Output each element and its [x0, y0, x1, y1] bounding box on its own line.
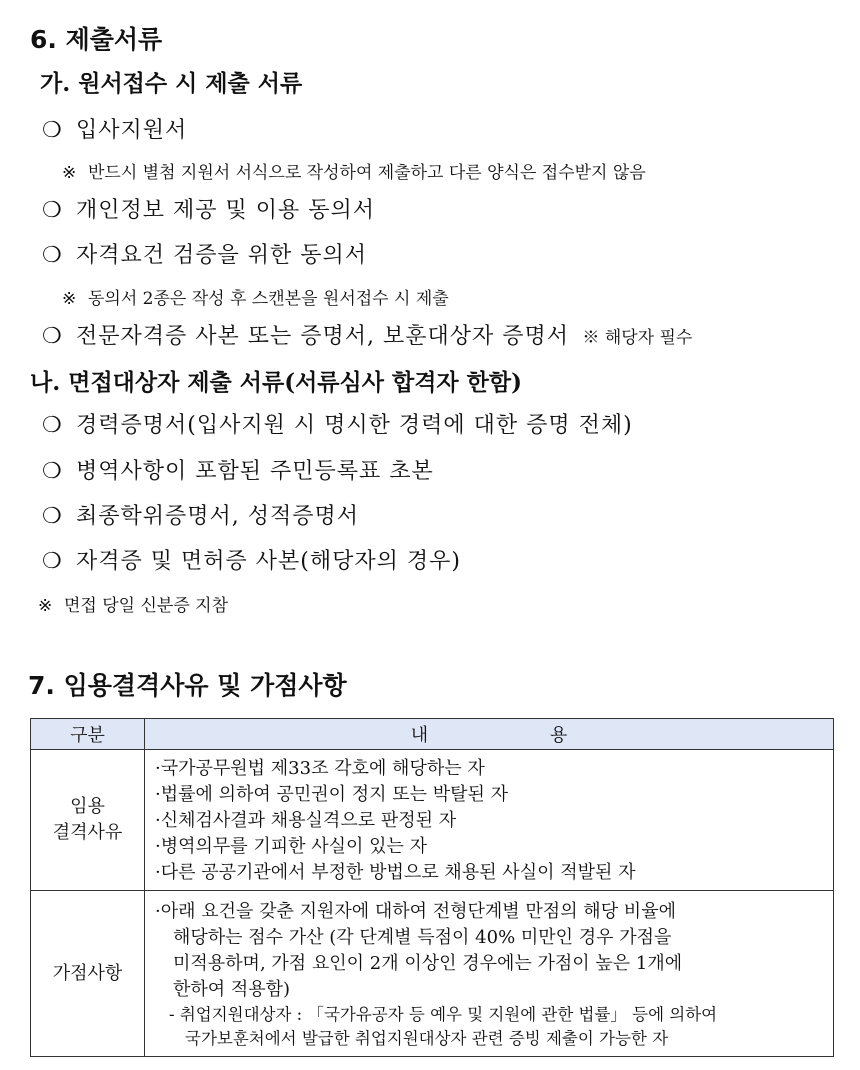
content-line: ·법률에 의하여 공민권이 정지 또는 박탈된 자 — [155, 784, 509, 805]
section-7-title: 7. 임용결격사유 및 가점사항 — [28, 671, 347, 700]
bullet-circle-icon: ❍ — [42, 118, 63, 143]
list-item — [42, 113, 187, 144]
bullet-circle-icon: ❍ — [42, 198, 63, 223]
header-category: 구분 — [31, 719, 145, 750]
table-row — [31, 891, 834, 1057]
reference-mark-icon: ※ — [582, 328, 600, 348]
note-text: 반드시 별첨 지원서 서식으로 작성하여 제출하고 다른 양식은 접수받지 않음 — [88, 163, 646, 183]
header-content: 내 용 — [145, 719, 834, 750]
list-item — [42, 238, 367, 269]
reference-mark-icon: ※ — [38, 596, 53, 616]
list-item — [42, 193, 375, 224]
subsection-b-title: 나. 면접대상자 제출 서류(서류심사 합격자 한함) — [30, 369, 522, 396]
bullet-circle-icon: ❍ — [42, 324, 63, 349]
table-header-row — [31, 719, 834, 750]
list-item — [42, 499, 359, 530]
item-text: 개인정보 제공 및 이용 동의서 — [76, 198, 375, 223]
bullet-circle-icon: ❍ — [42, 243, 63, 268]
content-cell — [145, 750, 834, 891]
note — [62, 284, 449, 309]
content-line: ·신체검사결과 채용실격으로 판정된 자 — [155, 810, 457, 831]
category-cell — [31, 750, 145, 891]
item-text: 자격증 및 면허증 사본(해당자의 경우) — [76, 549, 461, 574]
table-row — [31, 750, 834, 891]
section-6-title: 6. 제출서류 — [30, 25, 163, 54]
bullet-circle-icon: ❍ — [42, 504, 63, 529]
category-line: 임용 — [70, 796, 105, 817]
content-line: ·다른 공공기관에서 부정한 방법으로 채용된 사실이 적발된 자 — [155, 862, 636, 883]
note-text: 면접 당일 신분증 지참 — [64, 596, 229, 616]
note-text: 해당자 필수 — [604, 328, 693, 348]
content-line: 미적용하며, 가점 요인이 2개 이상인 경우에는 가점이 높은 1개에 — [173, 952, 683, 974]
item-text: 전문자격증 사본 또는 증명서, 보훈대상자 증명서 — [76, 324, 570, 349]
bullet-circle-icon: ❍ — [42, 413, 63, 438]
item-text: 입사지원서 — [76, 118, 188, 143]
item-text: 자격요건 검증을 위한 동의서 — [76, 243, 368, 268]
bullet-circle-icon: ❍ — [42, 549, 63, 574]
content-line: ·국가공무원법 제33조 각호에 해당하는 자 — [155, 758, 485, 779]
category-cell: 가점사항 — [31, 891, 145, 1057]
content-line: 한하여 적용함) — [173, 978, 291, 1000]
category-line: 결격사유 — [52, 822, 123, 843]
list-item — [42, 544, 461, 575]
list-item — [42, 454, 434, 485]
reference-mark-icon: ※ — [62, 163, 77, 183]
content-line: 해당하는 점수 가산 (각 단계별 득점이 40% 미만인 경우 가점을 — [173, 926, 672, 948]
content-line: ·병역의무를 기피한 사실이 있는 자 — [155, 836, 428, 857]
inline-note — [577, 328, 692, 348]
item-text: 경력증명서(입사지원 시 명시한 경력에 대한 증명 전체) — [76, 413, 633, 438]
list-item — [42, 408, 633, 439]
note — [38, 591, 228, 616]
content-subline: 국가보훈처에서 발급한 취업지원대상자 관련 증빙 제출이 가능한 자 — [185, 1028, 669, 1048]
disqualification-table — [30, 718, 834, 1057]
content-cell — [145, 891, 834, 1057]
subsection-a-title: 가. 원서접수 시 제출 서류 — [40, 70, 303, 97]
item-text: 최종학위증명서, 성적증명서 — [76, 504, 360, 529]
note-text: 동의서 2종은 작성 후 스캔본을 원서접수 시 제출 — [88, 289, 449, 309]
content-subline: - 취업지원대상자 : 「국가유공자 등 예우 및 지원에 관한 법률」 등에 의하여 — [169, 1004, 718, 1024]
bullet-circle-icon: ❍ — [42, 459, 63, 484]
item-text: 병역사항이 포함된 주민등록표 초본 — [76, 459, 434, 484]
list-item — [42, 319, 692, 350]
content-line: ·아래 요건을 갖춘 지원자에 대하여 전형단계별 만점의 해당 비율에 — [155, 900, 676, 922]
reference-mark-icon: ※ — [62, 289, 77, 309]
note — [62, 158, 646, 183]
